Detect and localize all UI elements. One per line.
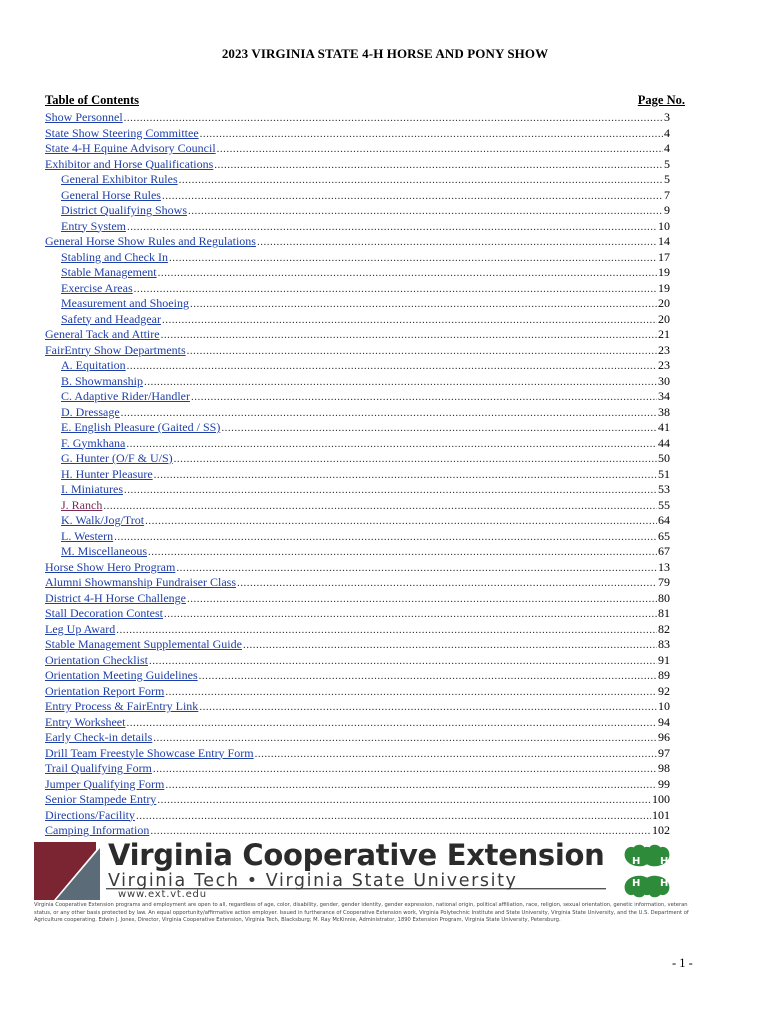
- toc-page-number: 5: [664, 172, 670, 186]
- dot-leader: [154, 468, 657, 483]
- toc-entry-link[interactable]: C. Adaptive Rider/Handler: [61, 389, 190, 403]
- dot-leader: [148, 545, 657, 560]
- toc-entry-link[interactable]: Entry System: [61, 218, 126, 233]
- dot-leader: [255, 747, 657, 762]
- toc-page-number: 4: [664, 125, 670, 140]
- dot-leader: [199, 669, 657, 684]
- toc-entry-link[interactable]: Show Personnel: [45, 110, 123, 124]
- four-h-clover-icon: [620, 844, 682, 898]
- toc-entry-link[interactable]: Safety and Headgear: [61, 311, 161, 326]
- dot-leader: [116, 623, 657, 638]
- toc-row[interactable]: [45, 529, 670, 545]
- toc-page-number: 41: [658, 420, 670, 434]
- toc-entry-link[interactable]: Drill Team Freestyle Showcase Entry Form: [45, 745, 254, 760]
- toc-row[interactable]: [45, 389, 670, 405]
- toc-row[interactable]: [45, 513, 670, 529]
- toc-entry-link[interactable]: J. Ranch: [61, 497, 103, 512]
- dot-leader: [221, 421, 657, 436]
- dot-leader: [157, 793, 651, 808]
- page-column-label: Page No.: [637, 93, 685, 107]
- toc-page-number: 50: [658, 451, 670, 465]
- toc-entry-link[interactable]: State 4-H Equine Advisory Council: [45, 141, 216, 155]
- dot-leader: [243, 638, 657, 653]
- toc-entry-link[interactable]: H. Hunter Pleasure: [61, 466, 153, 481]
- toc-row[interactable]: [45, 234, 670, 250]
- dot-leader: [217, 142, 663, 157]
- toc-row[interactable]: [45, 451, 670, 467]
- toc-row[interactable]: [45, 699, 670, 715]
- dot-leader: [162, 189, 663, 204]
- toc-row[interactable]: [45, 250, 670, 266]
- universities: Virginia Tech • Virginia State University: [108, 871, 518, 891]
- toc-page-number: 21: [658, 327, 670, 341]
- toc-row[interactable]: [45, 622, 670, 638]
- toc-page-number: 34: [658, 389, 670, 403]
- toc-entry-link[interactable]: L. Western: [61, 528, 114, 543]
- svg-text:H: H: [632, 878, 641, 889]
- toc-entry-link[interactable]: Entry Process & FairEntry Link: [45, 699, 199, 713]
- toc-page-number: 20: [658, 296, 670, 310]
- toc-row[interactable]: [45, 436, 670, 452]
- toc-page-number: 94: [658, 714, 670, 729]
- dot-leader: [199, 700, 657, 715]
- toc-entry-link[interactable]: A. Equitation: [61, 358, 126, 372]
- toc-page-number: 51: [658, 466, 670, 481]
- toc-page-number: 101: [652, 807, 670, 822]
- toc-page-number: 30: [658, 373, 670, 388]
- toc-row[interactable]: [45, 715, 670, 731]
- toc-entry-link[interactable]: Exhibitor and Horse Qualifications: [45, 156, 214, 171]
- toc-page-number: 10: [658, 699, 670, 713]
- dot-leader: [149, 654, 657, 669]
- toc-page-number: 79: [658, 575, 670, 589]
- toc-page-number: 92: [658, 683, 670, 698]
- toc-page-number: 19: [658, 265, 670, 279]
- toc-row[interactable]: [45, 265, 670, 281]
- toc-page-number: 82: [658, 621, 670, 636]
- toc-row[interactable]: [45, 420, 670, 436]
- toc-row[interactable]: [45, 761, 670, 777]
- svg-text:H: H: [632, 856, 641, 867]
- toc-page-number: 5: [664, 156, 670, 171]
- document-title: 2023 VIRGINIA STATE 4-H HORSE AND PONY SHOW: [221, 46, 549, 61]
- toc-page-number: 23: [658, 358, 670, 372]
- extension-url[interactable]: www.ext.vt.edu: [118, 889, 207, 900]
- dot-leader: [121, 406, 657, 421]
- toc-entry-link[interactable]: Entry Worksheet: [45, 714, 126, 729]
- toc-row[interactable]: [45, 281, 670, 297]
- toc-page-number: 97: [658, 745, 670, 760]
- dot-leader: [103, 499, 657, 514]
- toc-entry-link[interactable]: State Show Steering Committee: [45, 125, 199, 140]
- dot-leader: [190, 297, 657, 312]
- nondiscrimination-statement: Virginia Cooperative Extension programs and employment are open to all, regardless of age, color, disability, gender, gender identity, gender expression, national origin, political affiliation, race, religion, sexual orientation, genetic information, veteran status, or any other basis protected by law. An equal opportunity/affirmative action employer. Issued in furtherance of Cooperative Extension work, Virginia Polytechnic Institute and State University, Virginia State University, and the U.S. Department of Agriculture cooperating. Edwin J. Jones, Director, Virginia Cooperative Extension, Virginia Tech, Blacksburg; M. Ray McKinnie, Administrator, 1890 Extension Program, Virginia State University, Petersburg.: [34, 902, 689, 924]
- toc-row[interactable]: [45, 358, 670, 374]
- dot-leader: [165, 778, 657, 793]
- dot-leader: [257, 235, 657, 250]
- toc-entry-link[interactable]: General Horse Rules: [61, 187, 161, 202]
- toc-page-number: 65: [658, 528, 670, 543]
- toc-row[interactable]: [45, 157, 670, 173]
- toc-row[interactable]: [45, 777, 670, 793]
- toc-entry-link[interactable]: K. Walk/Jog/Trot: [61, 513, 145, 527]
- dot-leader: [162, 313, 657, 328]
- toc-header: [45, 93, 685, 109]
- toc-entry-link[interactable]: Jumper Qualifying Form: [45, 776, 165, 791]
- toc-page-number: 80: [658, 590, 670, 605]
- toc-page-number: 89: [658, 668, 670, 682]
- toc-page-number: 102: [652, 823, 670, 837]
- toc-row[interactable]: [45, 141, 670, 157]
- toc-entry-link[interactable]: Stabling and Check In: [61, 249, 168, 264]
- dot-leader: [191, 390, 657, 405]
- toc-entry-link[interactable]: General Exhibitor Rules: [61, 172, 178, 186]
- dot-leader: [200, 127, 663, 142]
- toc-row[interactable]: [45, 560, 670, 576]
- dot-leader: [127, 220, 657, 235]
- toc-entry-link[interactable]: District 4-H Horse Challenge: [45, 590, 186, 605]
- toc-entry-link[interactable]: Stable Management Supplemental Guide: [45, 637, 242, 651]
- toc-page-number: 20: [658, 311, 670, 326]
- toc-row[interactable]: [45, 575, 670, 591]
- table-of-contents: [45, 110, 670, 839]
- toc-row[interactable]: [45, 312, 670, 328]
- toc-row[interactable]: [45, 591, 670, 607]
- toc-page-number: 98: [658, 761, 670, 775]
- dot-leader: [136, 809, 651, 824]
- toc-row[interactable]: [45, 327, 670, 343]
- toc-page-number: 67: [658, 544, 670, 558]
- toc-row[interactable]: [45, 126, 670, 142]
- toc-entry-link[interactable]: General Horse Show Rules and Regulations: [45, 234, 256, 248]
- toc-entry-link[interactable]: Horse Show Hero Program: [45, 559, 176, 574]
- toc-entry-link[interactable]: G. Hunter (O/F & U/S): [61, 451, 173, 465]
- toc-page-number: 53: [658, 482, 670, 496]
- dot-leader: [126, 437, 657, 452]
- toc-entry-link[interactable]: Leg Up Award: [45, 621, 116, 636]
- dot-leader: [165, 685, 657, 700]
- toc-entry-link[interactable]: B. Showmanship: [61, 373, 144, 388]
- toc-entry-link[interactable]: Early Check-in details: [45, 730, 153, 744]
- dot-leader: [214, 158, 663, 173]
- org-name: Virginia Cooperative Extension: [108, 838, 605, 872]
- toc-entry-link[interactable]: Directions/Facility: [45, 807, 135, 822]
- toc-page-number: 3: [664, 110, 670, 124]
- dot-leader: [124, 111, 663, 126]
- toc-page-number: 38: [658, 404, 670, 419]
- dot-leader: [153, 762, 657, 777]
- toc-page-number: 99: [658, 776, 670, 791]
- dot-leader: [158, 266, 657, 281]
- dot-leader: [127, 359, 657, 374]
- dot-leader: [114, 530, 657, 545]
- toc-page-number: 96: [658, 730, 670, 744]
- toc-row[interactable]: [45, 637, 670, 653]
- dot-leader: [187, 344, 657, 359]
- toc-page-number: 81: [658, 606, 670, 620]
- toc-entry-link[interactable]: Stall Decoration Contest: [45, 606, 163, 620]
- dot-leader: [237, 576, 657, 591]
- page-number: - 1 -: [672, 956, 693, 970]
- toc-entry-link[interactable]: Camping Information: [45, 823, 150, 837]
- toc-entry-link[interactable]: FairEntry Show Departments: [45, 342, 186, 357]
- toc-row[interactable]: [45, 746, 670, 762]
- dot-leader: [145, 514, 657, 529]
- toc-row[interactable]: [45, 343, 670, 359]
- toc-row[interactable]: [45, 203, 670, 219]
- toc-row[interactable]: [45, 792, 670, 808]
- toc-entry-link[interactable]: D. Dressage: [61, 404, 120, 419]
- toc-row[interactable]: [45, 296, 670, 312]
- dot-leader: [169, 251, 657, 266]
- dot-leader: [188, 204, 663, 219]
- toc-page-number: 91: [658, 652, 670, 667]
- toc-page-number: 100: [652, 792, 670, 806]
- toc-row[interactable]: [45, 172, 670, 188]
- toc-entry-link[interactable]: Senior Stampede Entry: [45, 792, 157, 806]
- toc-row[interactable]: [45, 498, 670, 514]
- toc-row[interactable]: [45, 110, 670, 126]
- toc-entry-link[interactable]: E. English Pleasure (Gaited / SS): [61, 420, 221, 434]
- toc-entry-link[interactable]: Stable Management: [61, 265, 157, 279]
- toc-row[interactable]: [45, 730, 670, 746]
- dot-leader: [179, 173, 663, 188]
- svg-text:H: H: [660, 878, 669, 889]
- toc-row[interactable]: [45, 374, 670, 390]
- toc-row[interactable]: [45, 482, 670, 498]
- toc-row[interactable]: [45, 668, 670, 684]
- toc-page-number: 13: [658, 559, 670, 574]
- dot-leader: [174, 452, 657, 467]
- dot-leader: [164, 607, 657, 622]
- toc-page-number: 14: [658, 234, 670, 248]
- toc-entry-link[interactable]: Trail Qualifying Form: [45, 761, 152, 775]
- toc-page-number: 17: [658, 249, 670, 264]
- toc-entry-link[interactable]: Alumni Showmanship Fundraiser Class: [45, 575, 236, 589]
- dot-leader: [144, 375, 657, 390]
- toc-entry-link[interactable]: Orientation Meeting Guidelines: [45, 668, 198, 682]
- toc-row[interactable]: [45, 188, 670, 204]
- dot-leader: [134, 282, 657, 297]
- toc-page-number: 9: [664, 203, 670, 217]
- dot-leader: [161, 328, 657, 343]
- dot-leader: [150, 824, 651, 839]
- toc-entry-link[interactable]: Orientation Checklist: [45, 652, 148, 667]
- dot-leader: [176, 561, 657, 576]
- toc-page-number: 83: [658, 637, 670, 651]
- toc-entry-link[interactable]: F. Gymkhana: [61, 435, 126, 450]
- toc-row[interactable]: [45, 808, 670, 824]
- toc-page-number: 23: [658, 342, 670, 357]
- toc-label: Table of Contents: [45, 93, 139, 107]
- toc-row[interactable]: [45, 544, 670, 560]
- toc-row[interactable]: [45, 684, 670, 700]
- dot-leader: [124, 483, 657, 498]
- toc-page-number: 64: [658, 513, 670, 527]
- toc-entry-link[interactable]: M. Miscellaneous: [61, 544, 147, 558]
- toc-entry-link[interactable]: Exercise Areas: [61, 280, 133, 295]
- toc-page-number: 7: [664, 187, 670, 202]
- toc-page-number: 55: [658, 497, 670, 512]
- toc-page-number: 4: [664, 141, 670, 155]
- toc-row[interactable]: [45, 405, 670, 421]
- toc-entry-link[interactable]: I. Miniatures: [61, 482, 123, 496]
- toc-entry-link[interactable]: General Tack and Attire: [45, 327, 160, 341]
- dot-leader: [126, 716, 657, 731]
- toc-row[interactable]: [45, 219, 670, 235]
- toc-page-number: 44: [658, 435, 670, 450]
- dot-leader: [187, 592, 657, 607]
- toc-row[interactable]: [45, 467, 670, 483]
- svg-text:H: H: [660, 856, 669, 867]
- toc-entry-link[interactable]: Measurement and Shoeing: [61, 296, 189, 310]
- dot-leader: [153, 731, 657, 746]
- toc-page-number: 10: [658, 218, 670, 233]
- toc-row[interactable]: [45, 653, 670, 669]
- toc-entry-link[interactable]: District Qualifying Shows: [61, 203, 187, 217]
- toc-entry-link[interactable]: Orientation Report Form: [45, 683, 165, 698]
- toc-row[interactable]: [45, 606, 670, 622]
- toc-page-number: 19: [658, 280, 670, 295]
- toc-row[interactable]: [45, 823, 670, 839]
